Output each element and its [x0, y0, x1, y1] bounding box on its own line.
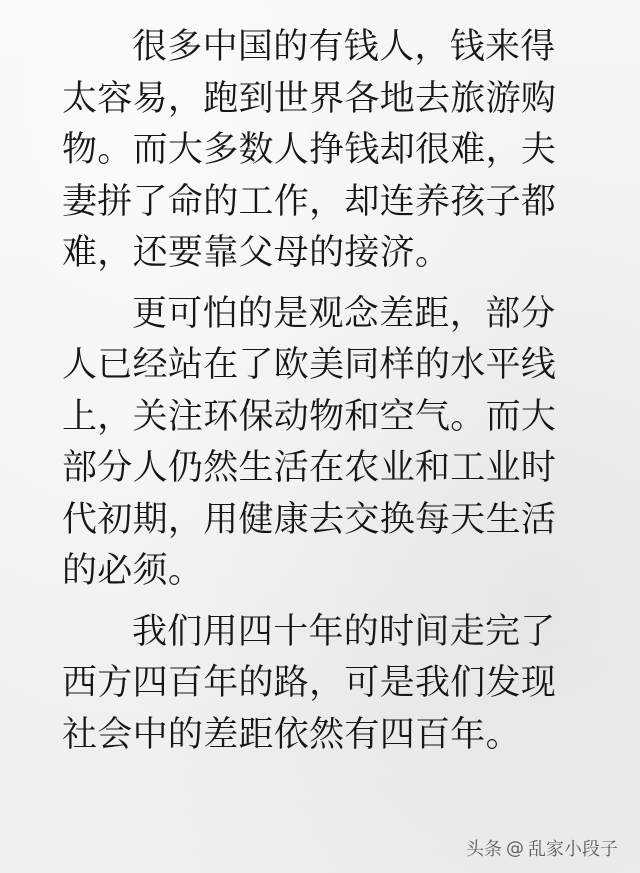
text-line: 西方四百年的路，可是我们发现 — [62, 663, 557, 703]
paragraph-3 — [62, 607, 592, 762]
text-line: 很多中国的有钱人，钱来得 — [132, 27, 556, 67]
text-line: 我们用四十年的时间走完了 — [132, 611, 556, 652]
text-line: 代初期，用健康去交换每天生活 — [62, 499, 557, 540]
text-line: 妻拼了命的工作，却连养孩子都 — [62, 181, 557, 222]
text-line: 难，还要靠父母的接济。 — [62, 233, 451, 273]
watermark — [466, 835, 618, 861]
text-line: 的必须。 — [62, 551, 204, 591]
text-line: 人已经站在了欧美同样的水平线 — [62, 345, 557, 385]
text-line: 部分人仍然生活在农业和工业时 — [62, 448, 557, 488]
text-line: 物。而大多数人挣钱却很难，夫 — [62, 130, 557, 170]
platform-label: 头条 — [466, 839, 502, 860]
at-sign: @ — [506, 837, 524, 859]
author-name: 乱家小段子 — [528, 839, 618, 860]
text-line: 上，关注环保动物和空气。而大 — [62, 396, 557, 437]
text-line: 社会中的差距依然有四百年。 — [62, 714, 521, 755]
text-line: 太容易，跑到世界各地去旅游购 — [62, 78, 557, 119]
paragraph-2 — [62, 289, 592, 598]
text-line: 更可怕的是观念差距，部分 — [132, 293, 556, 334]
paragraph-1 — [62, 22, 592, 280]
article-body — [62, 22, 592, 761]
